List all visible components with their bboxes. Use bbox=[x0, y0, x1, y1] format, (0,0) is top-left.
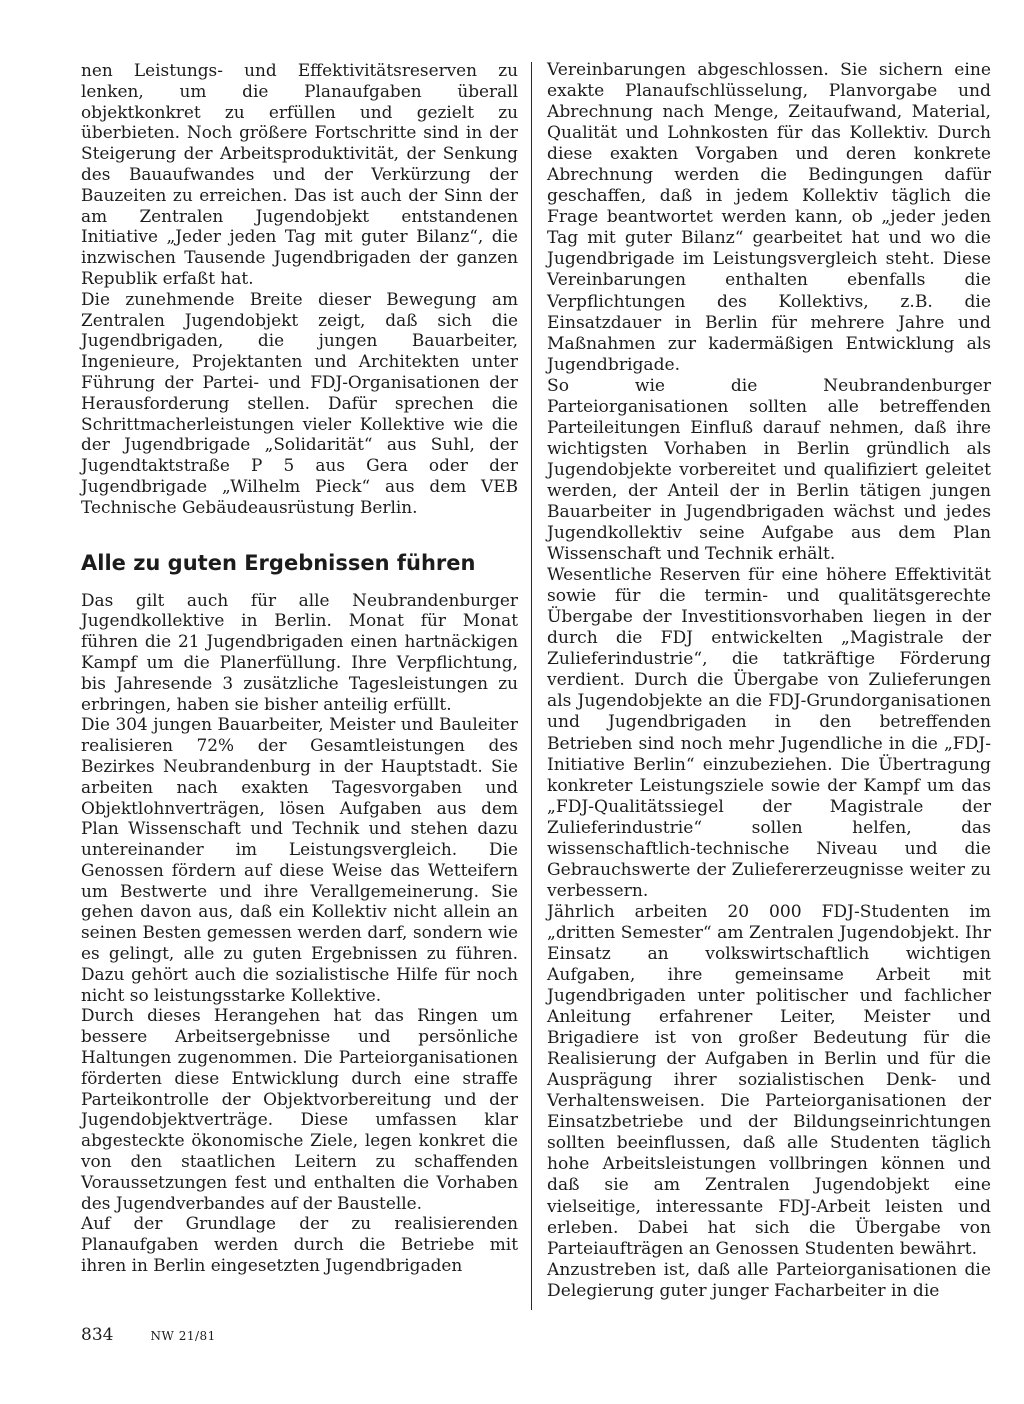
page-number: 834 bbox=[81, 1325, 114, 1345]
paragraph: Vereinbarungen abgeschlossen. Sie sichern eine exakte Planaufschlüsselung, Planvorgabe und Abrechnung nach Menge, Zeitaufwand, Material, Qualität und Lohnkosten für das Kollektiv. Durch diese exakten Vorgaben und deren konkrete Abrechnung werden die Bedingungen dafür geschaffen, daß in jedem Kollektiv täglich die Frage beantwortet werden kann, ob „jeder jeden Tag mit guter Bilanz“ gearbeitet hat und wo die Jugendbrigade im Leistungsvergleich steht. Diese Vereinbarungen enthalten ebenfalls die Verpflichtungen des Kollektivs, z.B. die Einsatzdauer in Berlin für mehrere Jahre und Maßnahmen zur kadermäßigen Entwicklung als Jugendbrigade. bbox=[547, 60, 991, 375]
paragraph: Die zunehmende Breite dieser Bewegung am Zentralen Jugendobjekt zeigt, daß sich die Jugendbrigaden, die jungen Bauarbeiter, Ingenieure, Projektanten und Architekten unter Führung der Partei- und FDJ-Organisationen der Herausforderung stellen. Dafür sprechen die Schrittmacherleistungen vieler Kollektive wie die der Jugendbrigade „Solidarität“ aus Suhl, der Jugendtaktstraße P 5 aus Gera oder der Jugendbrigade „Wilhelm Pieck“ aus dem VEB Technische Gebäudeausrüstung Berlin. bbox=[81, 288, 518, 517]
paragraph: Die 304 jungen Bauarbeiter, Meister und Bauleiter realisieren 72% der Gesamtleistungen des Bezirkes Neubrandenburg in der Hauptstadt. Sie arbeiten nach exakten Tagesvorgaben und Objektlohnverträgen, lösen Aufgaben aus dem Plan Wissenschaft und Technik und stehen dazu untereinander im Leistungsvergleich. Die Genossen fördern auf diese Weise das Wetteifern um Bestwerte und ihre Verallgemeinerung. Sie gehen davon aus, daß ein Kollektiv nicht allein an seinen Besten gemessen werden darf, sondern wie es gelingt, alle zu guten Ergebnissen zu führen. Dazu gehört auch die sozialistische Hilfe für noch nicht so leistungsstarke Kollektive. bbox=[81, 714, 518, 1005]
paragraph: Anzustreben ist, daß alle Parteiorganisationen die Delegierung guter junger Facharbeiter in die bbox=[547, 1259, 991, 1301]
paragraph: Auf der Grundlage der zu realisierenden Planaufgaben werden durch die Betriebe mit ihren in Berlin eingesetzten Jugendbrigaden bbox=[81, 1213, 518, 1276]
issue-label: NW 21/81 bbox=[150, 1329, 216, 1343]
paragraph: nen Leistungs- und Effektivitätsreserven zu lenken, um die Planaufgaben überall objektkonkret zu erfüllen und gezielt zu überbieten. Noch größere Fortschritte sind in der Steigerung der Arbeitsproduktivität, der Senkung des Bauaufwandes und der Verkürzung der Bauzeiten zu erreichen. Das ist auch der Sinn der am Zentralen Jugendobjekt entstandenen Initiative „Jeder jeden Tag mit guter Bilanz“, die inzwischen Tausende Jugendbrigaden der ganzen Republik erfaßt hat. bbox=[81, 60, 518, 288]
page-footer bbox=[81, 1325, 216, 1345]
paragraph: Wesentliche Reserven für eine höhere Effektivität sowie für die termin- und qualitätsgerechte Übergabe der Investitionsvorhaben liegen in der durch die FDJ entwickelten „Magistrale der Zulieferindustrie“, die tatkräftige Förderung verdient. Durch die Übergabe von Zulieferungen als Jugendobjekte an die FDJ-Grundorganisationen und Jugendbrigaden in den betreffenden Betrieben sind noch mehr Jugendliche in die „FDJ-Initiative Berlin“ einzubeziehen. Die Übertragung konkreter Leistungsziele sowie der Kampf um das „FDJ-Qualitätssiegel der Magistrale der Zulieferindustrie“ sollen helfen, das wissenschaftlich-technische Niveau und die Gebrauchswerte der Zuliefererzeugnisse weiter zu verbessern. bbox=[547, 565, 991, 901]
section-heading: Alle zu guten Ergebnissen führen bbox=[81, 550, 476, 575]
paragraph: Jährlich arbeiten 20 000 FDJ-Studenten im „dritten Semester“ am Zentralen Jugendobjekt. Ihr Einsatz an volkswirtschaftlich wichtigen Aufgaben, ihre gemeinsame Arbeit mit Jugendbrigaden unter politischer und fachlicher Anleitung erfahrener Leiter, Meister und Brigadiere ist von großer Bedeutung für die Realisierung der Aufgaben in Berlin und für die Ausprägung ihrer sozialistischen Denk- und Verhaltensweisen. Die Parteiorganisationen der Einsatzbetriebe und der Bildungseinrichtungen sollten beeinflussen, daß alle Studenten täglich hohe Arbeitsleistungen vollbringen können und daß sie am Zentralen Jugendobjekt eine vielseitige, interessante FDJ-Arbeit leisten und erleben. Dabei hat sich die Übergabe von Parteiaufträgen an Genossen Studenten bewährt. bbox=[547, 901, 991, 1259]
right-column bbox=[547, 60, 991, 1302]
column-divider bbox=[531, 62, 532, 1310]
left-column bbox=[81, 60, 518, 1276]
paragraph: So wie die Neubrandenburger Parteiorganisationen sollten alle betreffenden Parteileitungen Einfluß darauf nehmen, daß ihre wichtigsten Vorhaben in Berlin gründlich als Jugendobjekte vorbereitet und qualifiziert geleitet werden, der Anteil der in Berlin tätigen jungen Bauarbeiter in Jugendbrigaden wächst und jedes Jugendkollektiv seine Aufgabe aus dem Plan Wissenschaft und Technik erhält. bbox=[547, 375, 991, 565]
paragraph: Das gilt auch für alle Neubrandenburger Jugendkollektive in Berlin. Monat für Monat führen die 21 Jugendbrigaden einen hartnäckigen Kampf um die Planerfüllung. Ihre Verpflichtung, bis Jahresende 3 zusätzliche Tagesleistungen zu erbringen, haben sie bisher anteilig erfüllt. bbox=[81, 589, 518, 714]
paragraph: Durch dieses Herangehen hat das Ringen um bessere Arbeitsergebnisse und persönliche Haltungen zugenommen. Die Parteiorganisationen förderten diese Entwicklung durch eine straffe Parteikontrolle der Objektvorbereitung und der Jugendobjektverträge. Diese umfassen klar abgesteckte ökonomische Ziele, legen konkret die von den staatlichen Leitern zu schaffenden Voraussetzungen fest und enthalten die Vorhaben des Jugendverbandes auf der Baustelle. bbox=[81, 1005, 518, 1213]
